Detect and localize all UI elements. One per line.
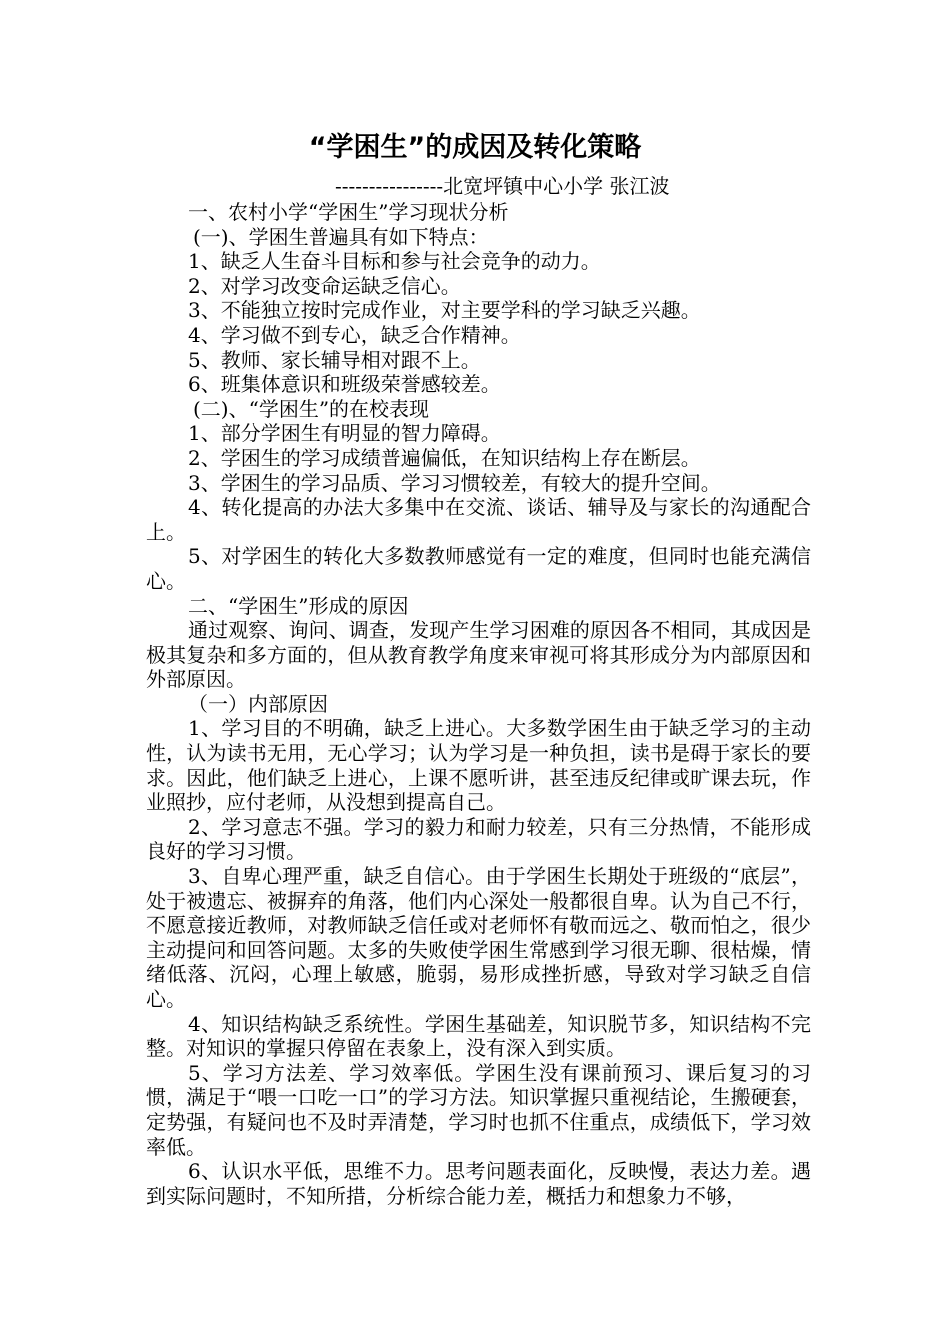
paragraph: 2、对学习改变命运缺乏信心。 — [188, 273, 461, 298]
paragraph: (一)、学困生普遍具有如下特点： — [193, 224, 489, 249]
paragraph: 6、班集体意识和班级荣誉感较差。 — [188, 372, 501, 397]
author-line: ----------------北宽坪镇中心小学 张江波 — [335, 174, 670, 198]
paragraph: 3、自卑心理严重，缺乏自信心。由于学困生长期处于班级的“底层”，处于被遗忘、被摒弃的角落，他们内心深处一般都很自卑。认为自己不行，不愿意接近教师，对教师缺乏信任或对老师怀有敬而远之、敬而怕之，很少主动提问和回答问题。太多的失败使学困生常感到学习很无聊、很枯燥，情绪低落、沉闷，心理上敏感，脆弱，易形成挫折感，导致对学习缺乏自信心。 — [146, 864, 811, 1011]
paragraph: 4、转化提高的办法大多集中在交流、谈话、辅导及与家长的沟通配合上。 — [146, 495, 811, 544]
paragraph: 5、对学困生的转化大多数教师感觉有一定的难度，但同时也能充满信心。 — [146, 544, 811, 593]
paragraph: 1、缺乏人生奋斗目标和参与社会竞争的动力。 — [188, 249, 601, 274]
paragraph: 4、知识结构缺乏系统性。学困生基础差，知识脱节多，知识结构不完整。对知识的掌握只停留在表象上，没有深入到实质。 — [146, 1011, 811, 1061]
paragraph: 通过观察、询问、调查，发现产生学习困难的原因各不相同，其成因是极其复杂和多方面的，但从教育教学角度来审视可将其形成分为内部原因和外部原因。 — [146, 618, 811, 692]
paragraph: 2、学习意志不强。学习的毅力和耐力较差，只有三分热情，不能形成良好的学习习惯。 — [146, 814, 811, 864]
paragraph: 3、学困生的学习品质、学习习惯较差，有较大的提升空间。 — [188, 470, 721, 495]
document-body — [146, 200, 811, 1208]
paragraph: （一）内部原因 — [188, 691, 328, 716]
paragraph: 4、学习做不到专心，缺乏合作精神。 — [188, 322, 521, 347]
paragraph: 二、“学困生”形成的原因 — [188, 593, 409, 618]
paragraph: (二)、“学困生”的在校表现 — [193, 396, 430, 421]
paragraph: 5、学习方法差、学习效率低。学困生没有课前预习、课后复习的习惯，满足于“喂一口吃一口”的学习方法。知识掌握只重视结论，生搬硬套，定势强，有疑问也不及时弄清楚，学习时也抓不住重点，成绩低下，学习效率低。 — [146, 1060, 811, 1159]
paragraph: 一、农村小学“学困生”学习现状分析 — [188, 200, 509, 224]
paragraph: 3、不能独立按时完成作业，对主要学科的学习缺乏兴趣。 — [188, 298, 701, 323]
paragraph: 6、认识水平低，思维不力。思考问题表面化，反映慢，表达力差。遇到实际问题时，不知所措，分析综合能力差，概括力和想象力不够， — [146, 1159, 811, 1208]
document-title: “学困生”的成因及转化策略 — [308, 132, 642, 163]
paragraph: 5、教师、家长辅导相对跟不上。 — [188, 347, 481, 372]
paragraph: 1、部分学困生有明显的智力障碍。 — [188, 421, 501, 446]
paragraph: 2、学困生的学习成绩普遍偏低，在知识结构上存在断层。 — [188, 445, 701, 470]
paragraph: 1、学习目的不明确，缺乏上进心。大多数学困生由于缺乏学习的主动性，认为读书无用，无心学习；认为学习是一种负担，读书是碍于家长的要求。因此，他们缺乏上进心，上课不愿听讲，甚至违反纪律或旷课去玩，作业照抄，应付老师，从没想到提高自己。 — [146, 716, 811, 815]
